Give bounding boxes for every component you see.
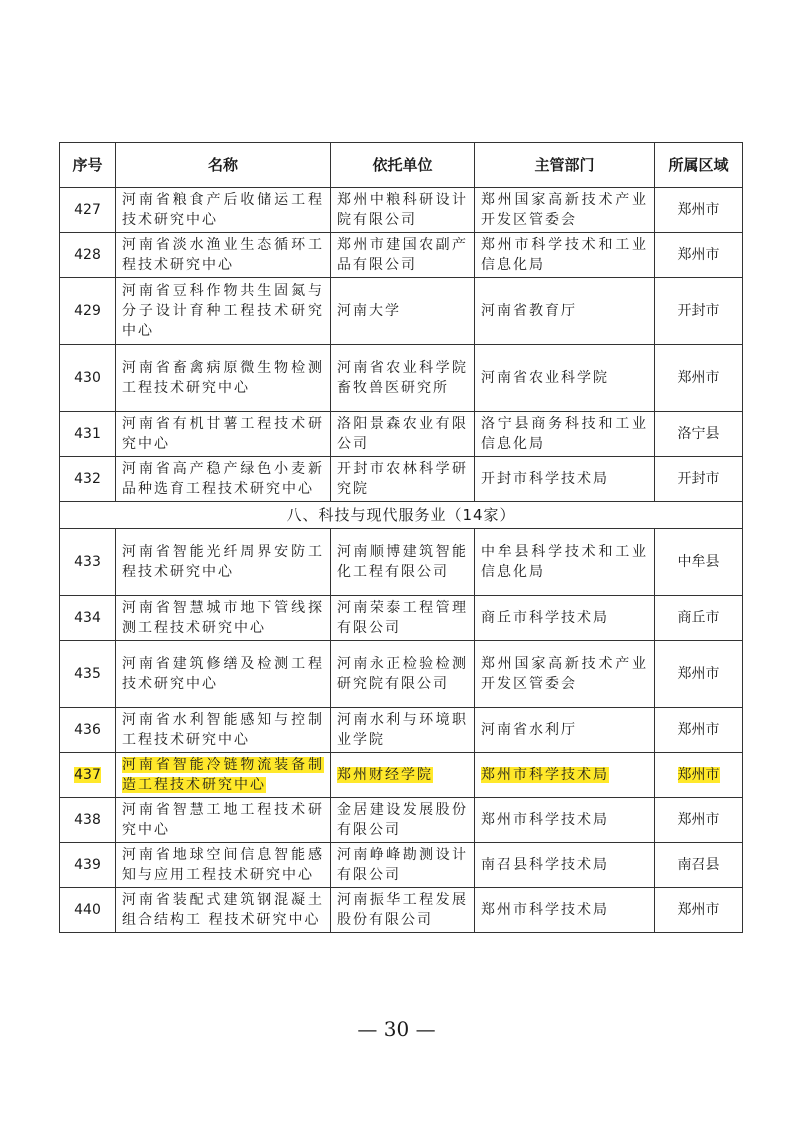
row-serial <box>60 753 116 798</box>
row-region: 郑州市 <box>655 188 743 233</box>
row-unit: 河南顺博建筑智能化工程有限公司 <box>331 529 475 596</box>
row-unit: 郑州中粮科研设计院有限公司 <box>331 188 475 233</box>
row-dept: 郑州市科学技术局 <box>475 798 655 843</box>
project-table-container <box>59 142 742 933</box>
row-name: 河南省豆科作物共生固氮与分子设计育种工程技术研究中心 <box>116 278 331 345</box>
highlight-region: 郑州市 <box>677 767 720 783</box>
row-region: 郑州市 <box>655 641 743 708</box>
row-region: 中牟县 <box>655 529 743 596</box>
row-unit: 河南大学 <box>331 278 475 345</box>
row-name: 河南省智慧工地工程技术研究中心 <box>116 798 331 843</box>
row-name: 河南省地球空间信息智能感知与应用工程技术研究中心 <box>116 843 331 888</box>
row-name: 河南省粮食产后收储运工程技术研究中心 <box>116 188 331 233</box>
row-unit: 金居建设发展股份有限公司 <box>331 798 475 843</box>
header-unit: 依托单位 <box>331 143 475 188</box>
row-dept: 河南省农业科学院 <box>475 345 655 412</box>
table-row <box>60 843 743 888</box>
row-region: 郑州市 <box>655 798 743 843</box>
row-region: 郑州市 <box>655 888 743 933</box>
row-serial: 435 <box>60 641 116 708</box>
table-row <box>60 457 743 502</box>
row-serial: 428 <box>60 233 116 278</box>
row-dept <box>475 753 655 798</box>
project-table <box>59 142 743 933</box>
row-unit: 河南省农业科学院畜牧兽医研究所 <box>331 345 475 412</box>
row-name <box>116 753 331 798</box>
row-name: 河南省高产稳产绿色小麦新品种选育工程技术研究中心 <box>116 457 331 502</box>
row-unit: 洛阳景森农业有限公司 <box>331 412 475 457</box>
table-row <box>60 529 743 596</box>
table-row-highlighted <box>60 753 743 798</box>
row-dept: 南召县科学技术局 <box>475 843 655 888</box>
table-header-row <box>60 143 743 188</box>
row-serial: 432 <box>60 457 116 502</box>
row-dept: 郑州国家高新技术产业开发区管委会 <box>475 641 655 708</box>
row-unit: 河南荣泰工程管理有限公司 <box>331 596 475 641</box>
highlight-unit: 郑州财经学院 <box>337 767 433 783</box>
row-serial: 438 <box>60 798 116 843</box>
row-name: 河南省有机甘薯工程技术研究中心 <box>116 412 331 457</box>
table-row <box>60 708 743 753</box>
row-serial: 440 <box>60 888 116 933</box>
row-region: 开封市 <box>655 457 743 502</box>
table-row <box>60 641 743 708</box>
table-row <box>60 798 743 843</box>
row-name: 河南省水利智能感知与控制工程技术研究中心 <box>116 708 331 753</box>
row-unit: 河南峥峰勘测设计有限公司 <box>331 843 475 888</box>
highlight-serial: 437 <box>74 767 101 783</box>
table-row <box>60 412 743 457</box>
row-region: 洛宁县 <box>655 412 743 457</box>
row-region: 商丘市 <box>655 596 743 641</box>
highlight-dept: 郑州市科学技术局 <box>481 767 609 783</box>
row-serial: 433 <box>60 529 116 596</box>
section-row <box>60 502 743 529</box>
row-name: 河南省智能光纤周界安防工程技术研究中心 <box>116 529 331 596</box>
row-name: 河南省智慧城市地下管线探测工程技术研究中心 <box>116 596 331 641</box>
row-region: 郑州市 <box>655 708 743 753</box>
row-unit: 河南振华工程发展股份有限公司 <box>331 888 475 933</box>
row-name: 河南省装配式建筑钢混凝土组合结构工 程技术研究中心 <box>116 888 331 933</box>
row-name: 河南省建筑修缮及检测工程技术研究中心 <box>116 641 331 708</box>
row-region: 南召县 <box>655 843 743 888</box>
row-dept: 河南省教育厅 <box>475 278 655 345</box>
row-unit: 郑州市建国农副产品有限公司 <box>331 233 475 278</box>
row-serial: 434 <box>60 596 116 641</box>
page-number: — 30 — <box>357 1017 436 1041</box>
row-region: 郑州市 <box>655 233 743 278</box>
row-region: 郑州市 <box>655 345 743 412</box>
row-unit <box>331 753 475 798</box>
row-serial: 427 <box>60 188 116 233</box>
table-row <box>60 278 743 345</box>
row-region: 开封市 <box>655 278 743 345</box>
header-region: 所属区域 <box>655 143 743 188</box>
table-row <box>60 233 743 278</box>
row-dept: 郑州市科学技术和工业信息化局 <box>475 233 655 278</box>
row-unit: 河南永正检验检测研究院有限公司 <box>331 641 475 708</box>
header-serial: 序号 <box>60 143 116 188</box>
row-region <box>655 753 743 798</box>
header-name: 名称 <box>116 143 331 188</box>
table-row <box>60 596 743 641</box>
row-name: 河南省畜禽病原微生物检测工程技术研究中心 <box>116 345 331 412</box>
row-serial: 436 <box>60 708 116 753</box>
row-dept: 郑州市科学技术局 <box>475 888 655 933</box>
row-unit: 河南水利与环境职业学院 <box>331 708 475 753</box>
row-dept: 洛宁县商务科技和工业信息化局 <box>475 412 655 457</box>
row-dept: 商丘市科学技术局 <box>475 596 655 641</box>
table-row <box>60 188 743 233</box>
row-serial: 429 <box>60 278 116 345</box>
row-serial: 431 <box>60 412 116 457</box>
row-dept: 中牟县科学技术和工业信息化局 <box>475 529 655 596</box>
row-serial: 439 <box>60 843 116 888</box>
row-dept: 郑州国家高新技术产业开发区管委会 <box>475 188 655 233</box>
highlight-name: 河南省智能冷链物流装备制造工程技术研究中心 <box>122 757 324 793</box>
row-dept: 开封市科学技术局 <box>475 457 655 502</box>
header-dept: 主管部门 <box>475 143 655 188</box>
row-name: 河南省淡水渔业生态循环工程技术研究中心 <box>116 233 331 278</box>
table-row <box>60 345 743 412</box>
row-unit: 开封市农林科学研究院 <box>331 457 475 502</box>
row-serial: 430 <box>60 345 116 412</box>
row-dept: 河南省水利厅 <box>475 708 655 753</box>
section-title: 八、科技与现代服务业（14家） <box>60 502 743 529</box>
table-row <box>60 888 743 933</box>
